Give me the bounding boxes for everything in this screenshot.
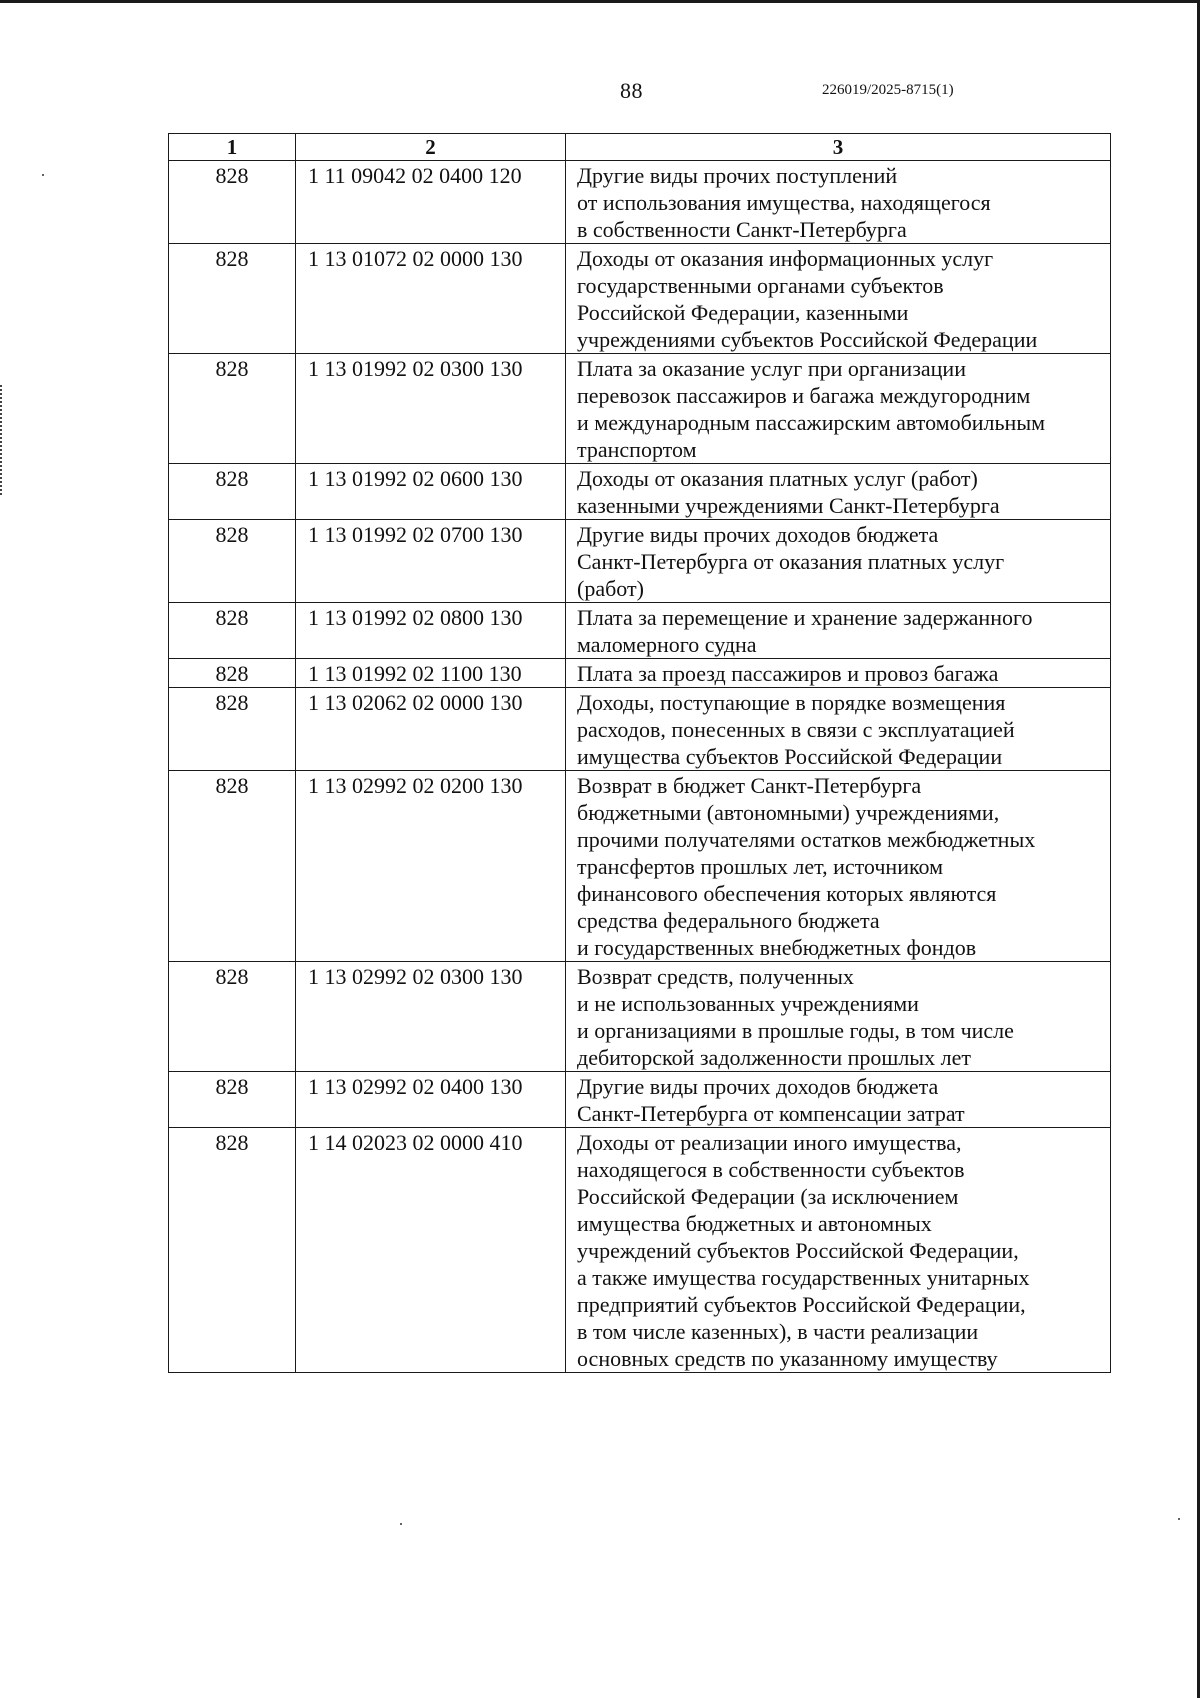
revenue-code-cell: 1 13 02062 02 0000 130 — [296, 688, 566, 771]
admin-code-cell: 828 — [169, 771, 296, 962]
admin-code-cell: 828 — [169, 688, 296, 771]
column-header-1: 1 — [169, 134, 296, 161]
table-row — [169, 354, 1111, 464]
table-row — [169, 962, 1111, 1072]
table-header-row — [169, 134, 1111, 161]
revenue-code-cell: 1 13 01992 02 0600 130 — [296, 464, 566, 520]
description-line: Другие виды прочих поступлений — [577, 163, 898, 188]
table-row — [169, 161, 1111, 244]
revenue-code-cell: 1 14 02023 02 0000 410 — [296, 1128, 566, 1373]
description-line: от использования имущества, находящегося — [577, 190, 991, 215]
admin-code-cell: 828 — [169, 161, 296, 244]
description-line: Другие виды прочих доходов бюджета — [577, 522, 939, 547]
revenue-code-cell: 1 11 09042 02 0400 120 — [296, 161, 566, 244]
table-body — [169, 161, 1111, 1373]
revenue-code-cell: 1 13 01992 02 0800 130 — [296, 603, 566, 659]
table-row — [169, 244, 1111, 354]
revenue-code-cell: 1 13 02992 02 0300 130 — [296, 962, 566, 1072]
revenue-code-cell: 1 13 01992 02 0700 130 — [296, 520, 566, 603]
admin-code-cell: 828 — [169, 603, 296, 659]
revenue-description-cell — [566, 244, 1111, 354]
scan-border-top — [0, 0, 1200, 3]
scan-speck — [400, 1523, 402, 1525]
description-line: Доходы от оказания платных услуг (работ) — [577, 466, 978, 491]
scan-binding-marks — [0, 385, 4, 495]
description-line: и не использованных учреждениями — [577, 991, 919, 1016]
description-line: казенными учреждениями Санкт-Петербурга — [577, 493, 1000, 518]
document-id: 226019/2025-8715(1) — [822, 82, 954, 98]
description-line: имущества субъектов Российской Федерации — [577, 744, 1003, 769]
description-line: маломерного судна — [577, 632, 757, 657]
description-line: предприятий субъектов Российской Федерации, — [577, 1292, 1026, 1317]
description-line: Российской Федерации, казенными — [577, 300, 909, 325]
revenue-description-cell — [566, 1072, 1111, 1128]
admin-code-cell: 828 — [169, 464, 296, 520]
description-line: Плата за перемещение и хранение задержанного — [577, 605, 1033, 630]
description-line: Доходы, поступающие в порядке возмещения — [577, 690, 1006, 715]
description-line: и международным пассажирским автомобильным — [577, 410, 1046, 435]
table-row — [169, 659, 1111, 688]
description-line: прочими получателями остатков межбюджетных — [577, 827, 1036, 852]
table-header — [169, 134, 1111, 161]
description-line: Возврат в бюджет Санкт-Петербурга — [577, 773, 922, 798]
revenue-code-cell: 1 13 01992 02 1100 130 — [296, 659, 566, 688]
description-line: бюджетными (автономными) учреждениями, — [577, 800, 1000, 825]
admin-code-cell: 828 — [169, 659, 296, 688]
description-line: а также имущества государственных унитарных — [577, 1265, 1030, 1290]
description-line: учреждениями субъектов Российской Федерации — [577, 327, 1038, 352]
description-line: в том числе казенных), в части реализации — [577, 1319, 979, 1344]
description-line: Другие виды прочих доходов бюджета — [577, 1074, 939, 1099]
table-row — [169, 1128, 1111, 1373]
revenue-code-cell: 1 13 02992 02 0200 130 — [296, 771, 566, 962]
description-line: Доходы от реализации иного имущества, — [577, 1130, 962, 1155]
description-line: государственными органами субъектов — [577, 273, 944, 298]
admin-code-cell: 828 — [169, 520, 296, 603]
page-number: 88 — [620, 78, 643, 103]
table-row — [169, 1072, 1111, 1128]
description-line: Плата за оказание услуг при организации — [577, 356, 966, 381]
description-line: Российской Федерации (за исключением — [577, 1184, 959, 1209]
description-line: учреждений субъектов Российской Федерации, — [577, 1238, 1019, 1263]
description-line: Доходы от оказания информационных услуг — [577, 246, 994, 271]
admin-code-cell: 828 — [169, 244, 296, 354]
revenue-description-cell — [566, 659, 1111, 688]
revenue-code-cell: 1 13 02992 02 0400 130 — [296, 1072, 566, 1128]
description-line: расходов, понесенных в связи с эксплуатацией — [577, 717, 1015, 742]
revenue-description-cell — [566, 688, 1111, 771]
description-line: Плата за проезд пассажиров и провоз багажа — [577, 661, 999, 686]
table-row — [169, 464, 1111, 520]
revenue-code-cell: 1 13 01072 02 0000 130 — [296, 244, 566, 354]
description-line: перевозок пассажиров и багажа междугородним — [577, 383, 1031, 408]
description-line: Санкт-Петербурга от оказания платных услуг — [577, 549, 1005, 574]
revenue-description-cell — [566, 771, 1111, 962]
description-line: и организациями в прошлые годы, в том числе — [577, 1018, 1014, 1043]
revenue-description-cell — [566, 520, 1111, 603]
table-row — [169, 520, 1111, 603]
description-line: трансфертов прошлых лет, источником — [577, 854, 944, 879]
revenue-description-cell — [566, 603, 1111, 659]
table-row — [169, 771, 1111, 962]
admin-code-cell: 828 — [169, 1128, 296, 1373]
description-line: средства федерального бюджета — [577, 908, 880, 933]
table-row — [169, 688, 1111, 771]
description-line: имущества бюджетных и автономных — [577, 1211, 932, 1236]
description-line: дебиторской задолженности прошлых лет — [577, 1045, 971, 1070]
description-line: и государственных внебюджетных фондов — [577, 935, 977, 960]
description-line: (работ) — [577, 576, 644, 601]
description-line: в собственности Санкт-Петербурга — [577, 217, 907, 242]
revenue-description-cell — [566, 161, 1111, 244]
revenue-code-cell: 1 13 01992 02 0300 130 — [296, 354, 566, 464]
description-line: Санкт-Петербурга от компенсации затрат — [577, 1101, 965, 1126]
revenue-description-cell — [566, 1128, 1111, 1373]
revenue-description-cell — [566, 354, 1111, 464]
table-row — [169, 603, 1111, 659]
description-line: транспортом — [577, 437, 697, 462]
revenue-codes-table — [168, 133, 1111, 1373]
scan-speck — [1178, 1518, 1180, 1520]
description-line: финансового обеспечения которых являются — [577, 881, 997, 906]
description-line: находящегося в собственности субъектов — [577, 1157, 965, 1182]
admin-code-cell: 828 — [169, 354, 296, 464]
admin-code-cell: 828 — [169, 1072, 296, 1128]
column-header-2: 2 — [296, 134, 566, 161]
description-line: Возврат средств, полученных — [577, 964, 854, 989]
revenue-description-cell — [566, 464, 1111, 520]
column-header-3: 3 — [566, 134, 1111, 161]
admin-code-cell: 828 — [169, 962, 296, 1072]
revenue-description-cell — [566, 962, 1111, 1072]
scan-speck — [42, 174, 44, 176]
description-line: основных средств по указанному имуществу — [577, 1346, 998, 1371]
